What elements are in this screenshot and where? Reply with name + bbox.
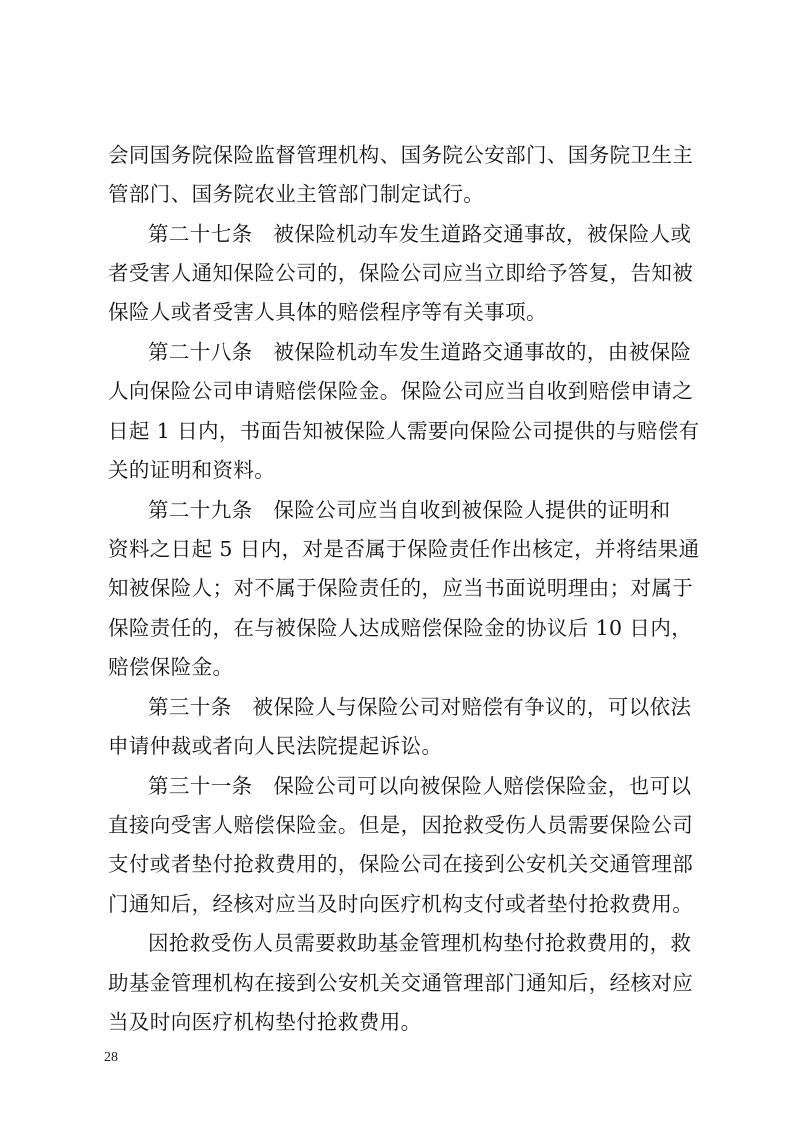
text-line: 人向保险公司申请赔偿保险金。保险公司应当自收到赔偿申请之 — [108, 379, 694, 403]
text-line: 直接向受害人赔偿保险金。但是，因抢救受伤人员需要保险公司 — [108, 813, 694, 837]
article-27-line: 第二十七条 被保险机动车发生道路交通事故，被保险人或 — [148, 222, 692, 246]
text-line: 支付或者垫付抢救费用的，保险公司在接到公安机关交通管理部 — [108, 852, 694, 876]
text-line: 日起 1 日内，书面告知被保险人需要向保险公司提供的与赔偿有 — [108, 419, 700, 443]
text-line: 当及时向医疗机构垫付抢救费用。 — [108, 1010, 422, 1034]
text-line: 管部门、国务院农业主管部门制定试行。 — [108, 182, 485, 206]
text-line: 会同国务院保险监督管理机构、国务院公安部门、国务院卫生主 — [108, 143, 694, 167]
article-28-line: 第二十八条 被保险机动车发生道路交通事故的，由被保险 — [148, 340, 692, 364]
text-line: 赔偿保险金。 — [108, 655, 234, 679]
article-31-line: 第三十一条 保险公司可以向被保险人赔偿保险金，也可以 — [148, 774, 692, 798]
paragraph-line: 因抢救受伤人员需要救助基金管理机构垫付抢救费用的，救 — [148, 931, 692, 955]
article-29-line: 第二十九条 保险公司应当自收到被保险人提供的证明和 — [148, 498, 671, 522]
text-line: 资料之日起 5 日内，对是否属于保险责任作出核定，并将结果通 — [108, 537, 700, 561]
page-number: 28 — [104, 1050, 118, 1065]
text-line: 门通知后，经核对应当及时向医疗机构支付或者垫付抢救费用。 — [108, 892, 694, 916]
text-line: 申请仲裁或者向人民法院提起诉讼。 — [108, 734, 443, 758]
text-line: 保险责任的，在与被保险人达成赔偿保险金的协议后 10 日内， — [108, 616, 693, 640]
text-line: 保险人或者受害人具体的赔偿程序等有关事项。 — [108, 300, 547, 324]
text-line: 知被保险人；对不属于保险责任的，应当书面说明理由；对属于 — [108, 576, 694, 600]
text-line: 者受害人通知保险公司的，保险公司应当立即给予答复，告知被 — [108, 261, 694, 285]
text-line: 关的证明和资料。 — [108, 458, 276, 482]
text-line: 助基金管理机构在接到公安机关交通管理部门通知后，经核对应 — [108, 971, 694, 995]
article-30-line: 第三十条 被保险人与保险公司对赔偿有争议的，可以依法 — [148, 695, 692, 719]
